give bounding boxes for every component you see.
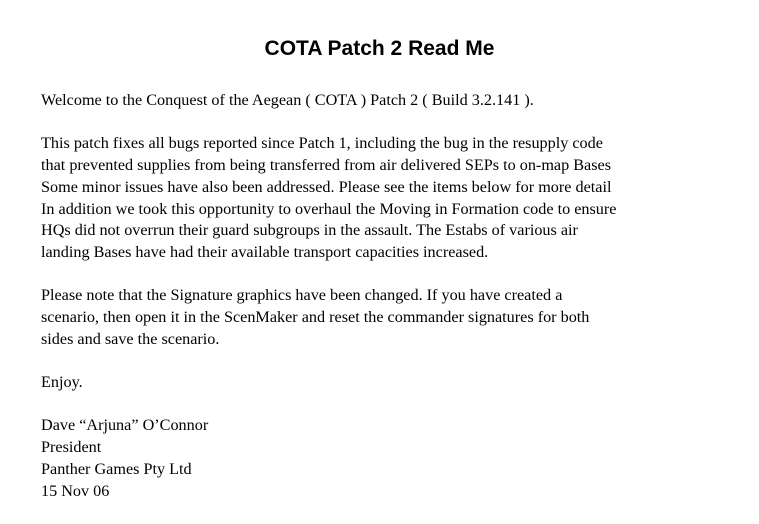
patch-fixes-paragraph bbox=[41, 133, 741, 263]
signature-block bbox=[41, 415, 741, 502]
text-line: scenario, then open it in the ScenMaker and reset the commander signatures for both bbox=[41, 308, 590, 326]
text-line: Enjoy. bbox=[41, 373, 83, 392]
document-title: COTA Patch 2 Read Me bbox=[264, 37, 495, 60]
signature-graphics-paragraph bbox=[41, 285, 741, 350]
enjoy-paragraph bbox=[41, 372, 741, 394]
author-name: Dave “Arjuna” O’Connor bbox=[41, 416, 209, 435]
text-line: Some minor issues have also been addressed. Please see the items below for more detail bbox=[41, 177, 612, 196]
text-line: sides and save the scenario. bbox=[41, 329, 220, 348]
text-line: This patch fixes all bugs reported since Patch 1, including the bug in the resupply code bbox=[41, 134, 603, 153]
text-line: landing Bases have had their available transport capacities increased. bbox=[41, 242, 489, 261]
welcome-paragraph bbox=[41, 90, 741, 112]
author-role: President bbox=[41, 438, 102, 457]
text-line: that prevented supplies from being transferred from air delivered SEPs to on-map Bases bbox=[41, 156, 612, 175]
document-body bbox=[41, 90, 741, 524]
document-date: 15 Nov 06 bbox=[41, 481, 110, 500]
text-line: HQs did not overrun their guard subgroups in the assault. The Estabs of various air bbox=[41, 221, 578, 240]
text-line: Please note that the Signature graphics have been changed. If you have created a bbox=[41, 286, 563, 305]
text-line: In addition we took this opportunity to overhaul the Moving in Formation code to ensure bbox=[41, 199, 617, 218]
company-name: Panther Games Pty Ltd bbox=[41, 459, 192, 478]
text-line: Welcome to the Conquest of the Aegean ( COTA ) Patch 2 ( Build 3.2.141 ). bbox=[41, 91, 534, 109]
